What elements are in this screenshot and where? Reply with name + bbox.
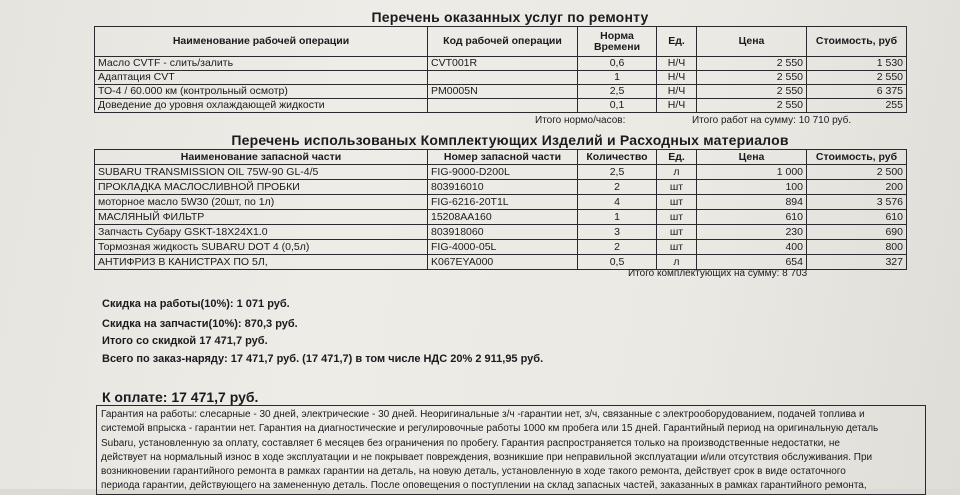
cell-price: 100 [697, 180, 807, 195]
total-work-sum: Итого работ на сумму: 10 710 руб. [692, 115, 852, 126]
cell-cost: 6 375 [807, 85, 907, 99]
cell-unit: Н/Ч [657, 99, 697, 113]
table-row [95, 195, 907, 210]
col-operation-name: Наименование рабочей операции [95, 27, 428, 57]
parts-table [94, 149, 907, 270]
cell-number: FIG-6216-20T1L [428, 195, 578, 210]
cell-unit: шт [657, 225, 697, 240]
cell-price: 400 [697, 240, 807, 255]
cell-price: 654 [697, 255, 807, 270]
cell-price: 2 550 [697, 71, 807, 85]
cell-qty: 2 [578, 240, 657, 255]
cell-unit: шт [657, 195, 697, 210]
cell-cost: 255 [807, 99, 907, 113]
cell-price: 2 550 [697, 85, 807, 99]
warranty-line: действует на нормальный износ в ходе эксплуатации и не покрывает повреждения, возникшие при неправильной эксплуатации и/или отсутствия обслуживания. При [101, 451, 873, 463]
cell-name: Масло CVTF - слить/залить [95, 57, 428, 71]
table-row [95, 225, 907, 240]
col-norm-line1: Норма [600, 30, 634, 42]
col-norm-line2: Времени [593, 40, 641, 53]
col-cost: Стоимость, руб [807, 150, 907, 165]
cell-name: МАСЛЯНЫЙ ФИЛЬТР [95, 210, 428, 225]
cell-unit: шт [657, 240, 697, 255]
col-part-number: Номер запасной части [428, 150, 578, 165]
warranty-line: возникновении гарантийного ремонта в рамках гарантии на деталь, на новую деталь, установленную в ходе такого ремонта, действует срок в виде остаточного [101, 466, 846, 478]
cell-qty: 4 [578, 195, 657, 210]
cell-cost: 2 500 [807, 165, 907, 180]
cell-qty: 0,5 [578, 255, 657, 270]
cell-unit: л [657, 255, 697, 270]
cell-norm: 1 [578, 71, 657, 85]
table-row [95, 99, 907, 113]
cell-cost: 200 [807, 180, 907, 195]
cell-name: Запчасть Субару GSKT-18X24X1.0 [95, 225, 428, 240]
parts-header-row [95, 150, 907, 165]
table-row [95, 240, 907, 255]
warranty-line: Гарантия на работы: слесарные - 30 дней, электрические - 30 дней. Неоригинальные з/ч -гарантии нет, з/ч, связанные с электрооборудованием, подачей топлива и [101, 409, 865, 420]
cell-norm: 0,1 [578, 99, 657, 113]
discount-parts: Скидка на запчасти(10%): 870,3 руб. [102, 318, 298, 330]
cell-cost: 690 [807, 225, 907, 240]
total-parts-sum: Итого комплектующих на сумму: 8 703 [628, 268, 808, 279]
total-hours-label: Итого нормо/часов: [535, 115, 626, 126]
total-with-discount: Итого со скидкой 17 471,7 руб. [102, 335, 268, 347]
warranty-line: Subaru, установленную за оплату, составляет 6 месяцев без ограничения по пробегу. Гарантия распространяется только на производственные недостатки, не [101, 437, 840, 449]
cell-code [428, 71, 578, 85]
table-row [95, 180, 907, 195]
cell-number: 803918060 [428, 225, 578, 240]
col-unit: Ед. [657, 27, 697, 57]
cell-name: ПРОКЛАДКА МАСЛОСЛИВНОЙ ПРОБКИ [95, 180, 428, 195]
cell-number: FIG-4000-05L [428, 240, 578, 255]
cell-number: K067EYA000 [428, 255, 578, 270]
warranty-line: системой впрыска - гарантии нет. Гарантия на диагностические и регулировочные работы 1000 км пробега или 15 дней. Гарантийный период на оригинальную деталь [101, 423, 879, 435]
cell-name: АНТИФРИЗ В КАНИСТРАХ ПО 5Л, [95, 255, 428, 270]
table-row [95, 71, 907, 85]
cell-unit: Н/Ч [657, 57, 697, 71]
cell-price: 2 550 [697, 57, 807, 71]
cell-code [428, 99, 578, 113]
col-cost: Стоимость, руб [807, 27, 907, 57]
amount-to-pay: К оплате: 17 471,7 руб. [102, 389, 259, 405]
services-table [94, 26, 907, 113]
cell-code: PM0005N [428, 85, 578, 99]
order-total: Всего по заказ-наряду: 17 471,7 руб. (17 471,7) в том числе НДС 20% 2 911,95 руб. [102, 353, 544, 365]
col-operation-code: Код рабочей операции [428, 27, 578, 57]
discount-work: Скидка на работы(10%): 1 071 руб. [102, 298, 290, 310]
cell-name: моторное масло 5W30 (20шт, по 1л) [95, 195, 428, 210]
cell-qty: 3 [578, 225, 657, 240]
cell-unit: шт [657, 180, 697, 195]
col-quantity: Количество [578, 150, 657, 165]
col-unit: Ед. [657, 150, 697, 165]
cell-unit: Н/Ч [657, 71, 697, 85]
col-norm-time [578, 27, 657, 57]
cell-name: Адаптация CVT [95, 71, 428, 85]
cell-qty: 2 [578, 180, 657, 195]
col-price: Цена [697, 150, 807, 165]
cell-cost: 1 530 [807, 57, 907, 71]
cell-code: CVT001R [428, 57, 578, 71]
col-part-name: Наименование запасной части [95, 150, 428, 165]
cell-unit: Н/Ч [657, 85, 697, 99]
col-price: Цена [697, 27, 807, 57]
cell-price: 894 [697, 195, 807, 210]
cell-cost: 3 576 [807, 195, 907, 210]
table-row [95, 57, 907, 71]
cell-name: ТО-4 / 60.000 км (контрольный осмотр) [95, 85, 428, 99]
cell-number: 15208AA160 [428, 210, 578, 225]
parts-title: Перечень использованых Комплектующих Изделий и Расходных материалов [231, 132, 789, 148]
cell-price: 230 [697, 225, 807, 240]
cell-price: 610 [697, 210, 807, 225]
table-row [95, 165, 907, 180]
cell-qty: 1 [578, 210, 657, 225]
services-header-row [95, 27, 907, 57]
warranty-terms [96, 405, 926, 495]
cell-qty: 2,5 [578, 165, 657, 180]
cell-price: 1 000 [697, 165, 807, 180]
warranty-line: периода гарантии, действующего на замененную деталь. После оповещения о поступлении на склад запасных частей, заказанных в рамках гарантийного ремонта, [101, 480, 867, 492]
cell-number: FIG-9000-D200L [428, 165, 578, 180]
cell-cost: 610 [807, 210, 907, 225]
table-row [95, 210, 907, 225]
services-title: Перечень оказанных услуг по ремонту [371, 9, 649, 25]
cell-name: Тормозная жидкость SUBARU DOT 4 (0,5л) [95, 240, 428, 255]
table-row [95, 85, 907, 99]
cell-unit: шт [657, 210, 697, 225]
cell-norm: 0,6 [578, 57, 657, 71]
cell-number: 803916010 [428, 180, 578, 195]
cell-cost: 800 [807, 240, 907, 255]
cell-price: 2 550 [697, 99, 807, 113]
cell-cost: 2 550 [807, 71, 907, 85]
cell-norm: 2,5 [578, 85, 657, 99]
cell-cost: 327 [807, 255, 907, 270]
cell-unit: л [657, 165, 697, 180]
cell-name: Доведение до уровня охлаждающей жидкости [95, 99, 428, 113]
cell-name: SUBARU TRANSMISSION OIL 75W-90 GL-4/5 [95, 165, 428, 180]
